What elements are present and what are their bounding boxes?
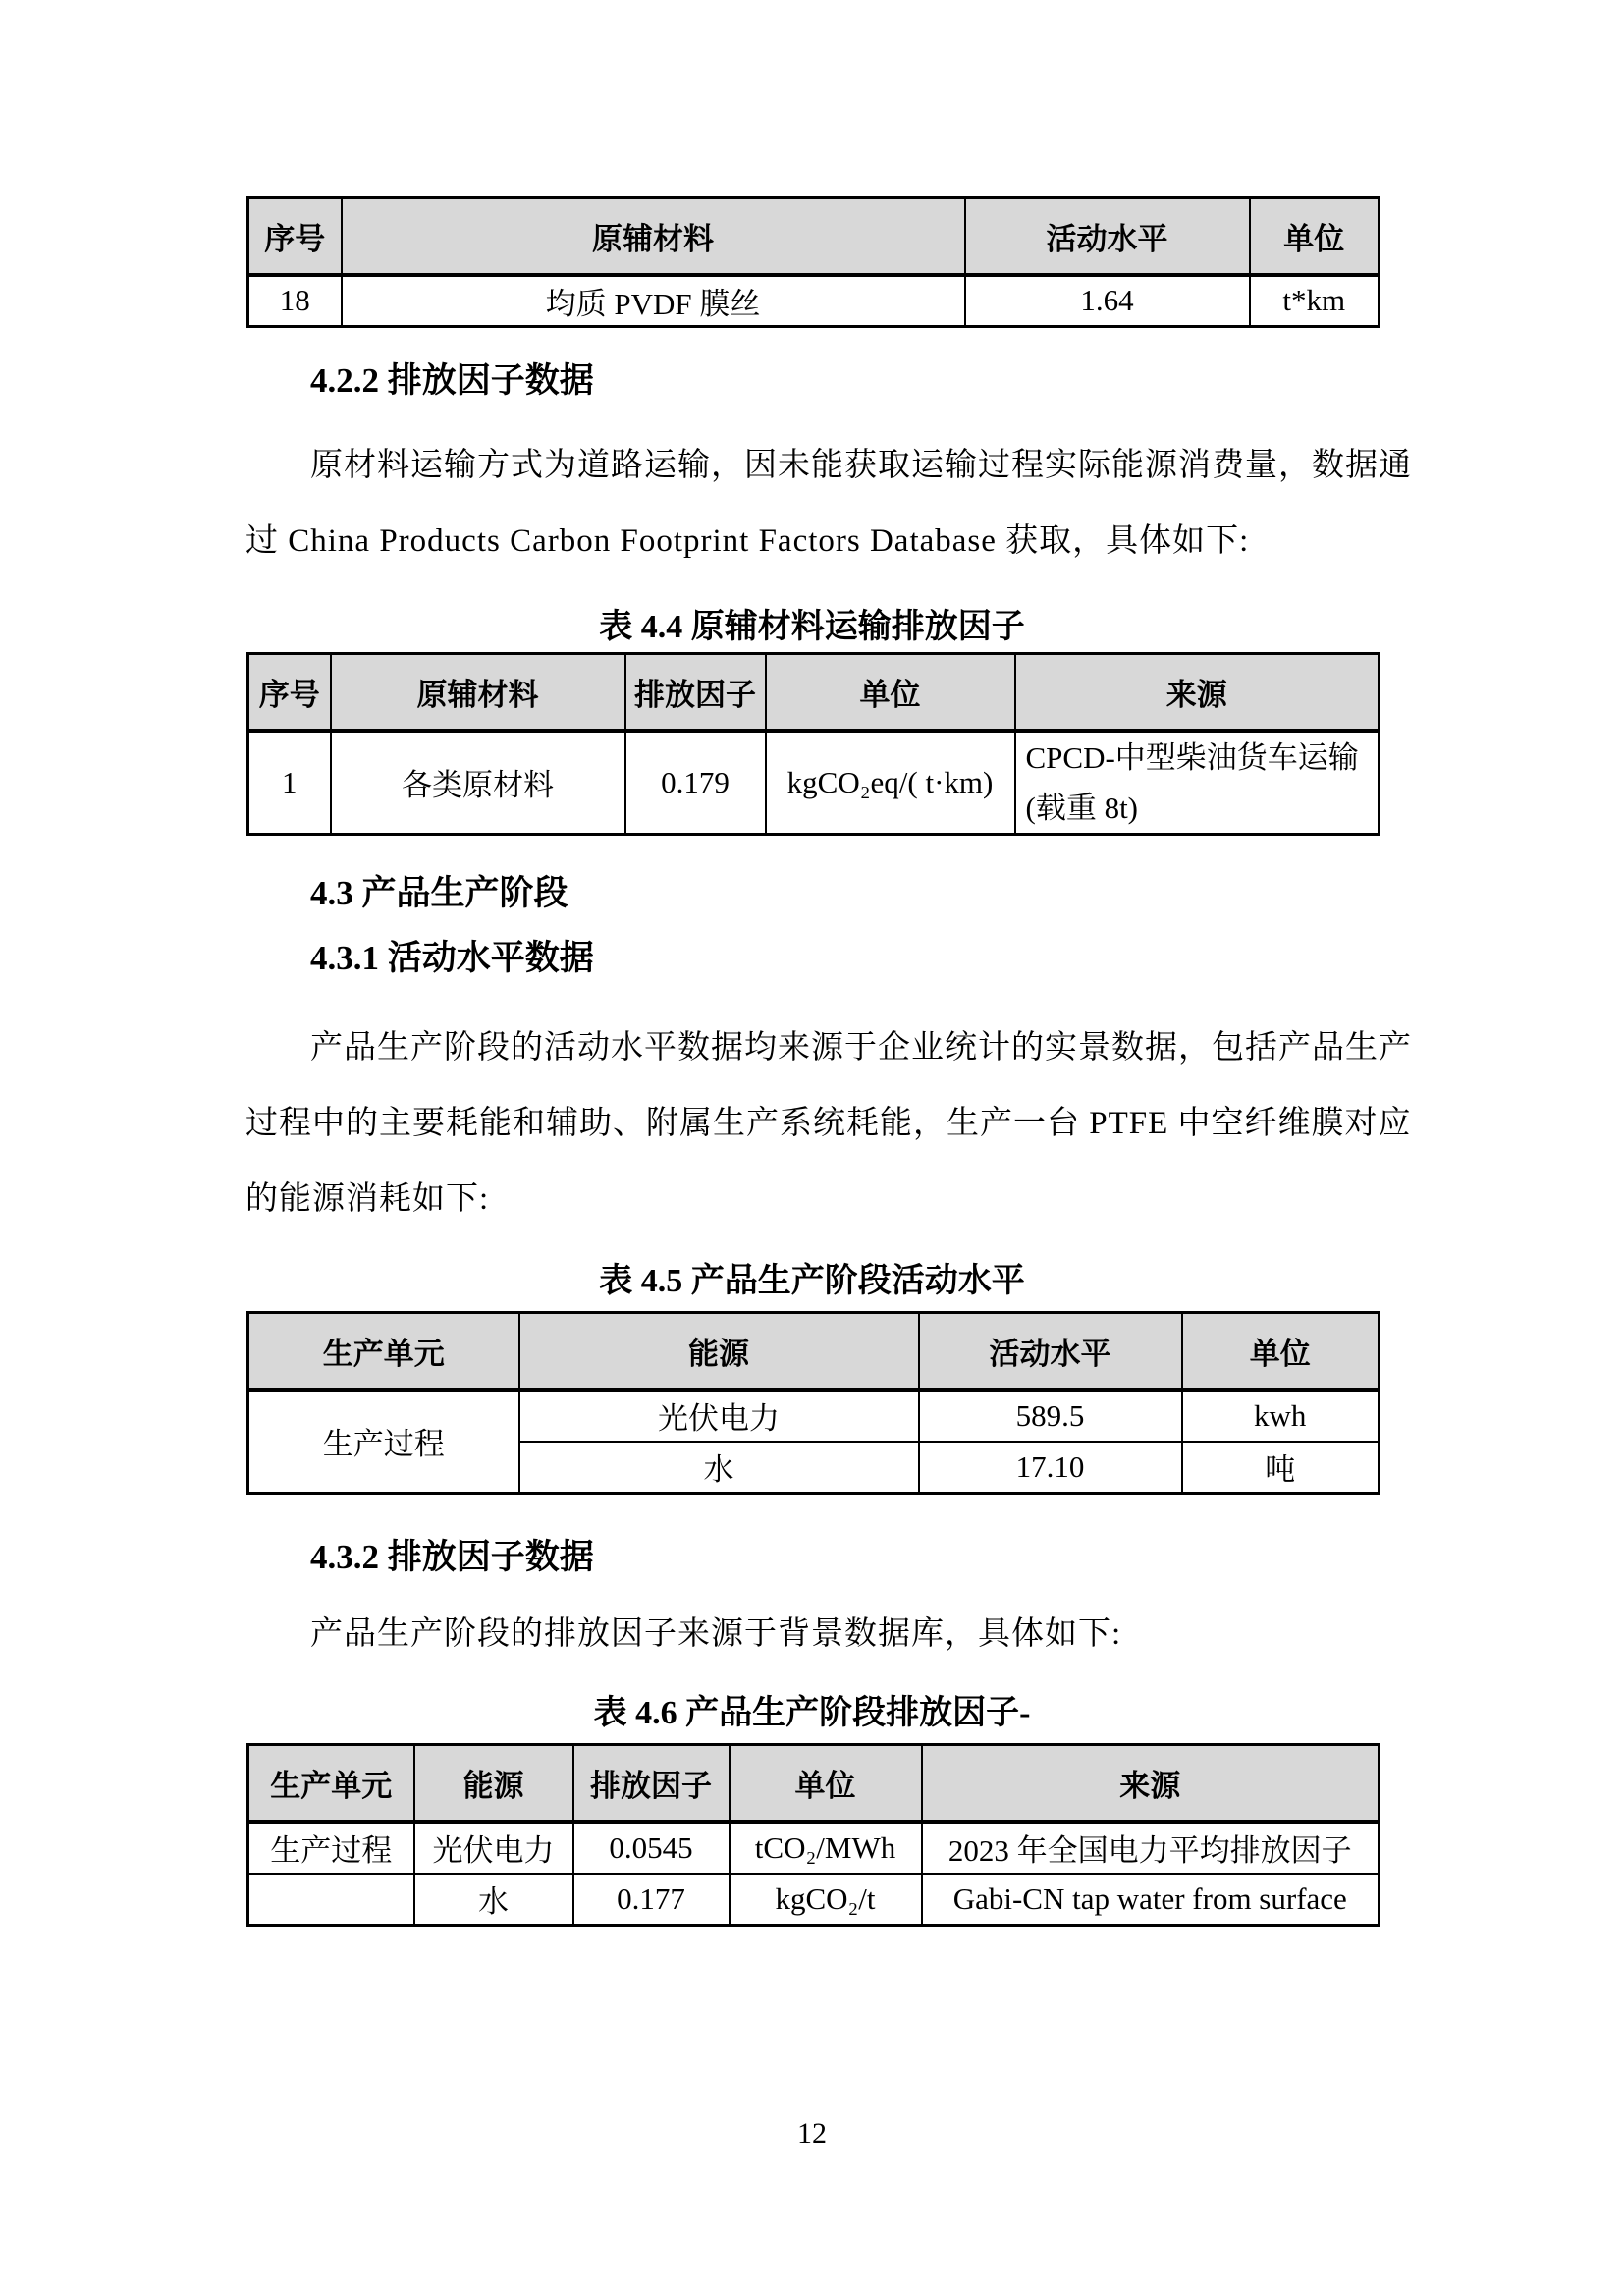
table-cell: kgCO₂/t — [730, 1874, 922, 1926]
paragraph-line: 过 China Products Carbon Footprint Factors Database 获取，具体如下: — [245, 523, 1250, 559]
column-header: 来源 — [1015, 654, 1380, 731]
table-4-4-title: 表 4.4 原辅材料运输排放因子 — [599, 609, 1025, 645]
table-cell: 光伏电力 — [414, 1822, 573, 1874]
table-cell: 水 — [414, 1874, 573, 1926]
paragraph-line: 过程中的主要耗能和辅助、附属生产系统耗能，生产一台 PTFE 中空纤维膜对应 — [245, 1106, 1412, 1141]
table-header-row — [248, 1745, 1380, 1822]
table-production-emission-factors — [246, 1743, 1380, 1927]
table-cell: 1 — [248, 731, 331, 835]
table-row — [248, 731, 1380, 835]
column-header: 活动水平 — [919, 1313, 1182, 1390]
table-cell: 水 — [519, 1442, 919, 1494]
column-header: 序号 — [248, 198, 342, 275]
column-header: 单位 — [730, 1745, 922, 1822]
table-row — [248, 1822, 1380, 1874]
table-4-5-title: 表 4.5 产品生产阶段活动水平 — [599, 1263, 1025, 1299]
section-heading-4-3-2: 4.3.2 排放因子数据 — [310, 1538, 594, 1576]
column-header: 原辅材料 — [342, 198, 965, 275]
column-header: 活动水平 — [965, 198, 1250, 275]
table-4-6-title: 表 4.6 产品生产阶段排放因子- — [593, 1695, 1031, 1731]
table-cell: 17.10 — [919, 1442, 1182, 1494]
table-cell: kgCO₂eq/( t·km) — [766, 731, 1015, 835]
table-row — [248, 275, 1380, 327]
column-header: 能源 — [414, 1745, 573, 1822]
table-cell: 吨 — [1182, 1442, 1380, 1494]
table-cell: 0.177 — [573, 1874, 730, 1926]
paragraph-line: 产品生产阶段的活动水平数据均来源于企业统计的实景数据，包括产品生产 — [310, 1030, 1412, 1066]
table-cell: 2023 年全国电力平均排放因子 — [922, 1822, 1380, 1874]
table-header-row — [248, 654, 1380, 731]
table-raw-materials-activity — [246, 196, 1380, 328]
column-header: 原辅材料 — [331, 654, 625, 731]
table-production-activity-levels — [246, 1311, 1380, 1495]
column-header: 序号 — [248, 654, 331, 731]
table-cell: 生产过程 — [248, 1822, 414, 1874]
table-header-row — [248, 1313, 1380, 1390]
column-header: 单位 — [1250, 198, 1380, 275]
column-header: 生产单元 — [248, 1313, 519, 1390]
section-heading-4-3-1: 4.3.1 活动水平数据 — [310, 939, 594, 977]
column-header: 排放因子 — [573, 1745, 730, 1822]
table-cell: t*km — [1250, 275, 1380, 327]
column-header: 生产单元 — [248, 1745, 414, 1822]
table-row — [248, 1390, 1380, 1442]
column-header: 能源 — [519, 1313, 919, 1390]
table-transport-emission-factors — [246, 652, 1380, 836]
table-header-row — [248, 198, 1380, 275]
table-cell: tCO₂/MWh — [730, 1822, 922, 1874]
table-cell: kwh — [1182, 1390, 1380, 1442]
section-heading-4-3: 4.3 产品生产阶段 — [310, 874, 568, 912]
table-cell-source: CPCD-中型柴油货车运输(载重 8t) — [1015, 731, 1380, 835]
paragraph-line: 产品生产阶段的排放因子来源于背景数据库，具体如下: — [310, 1616, 1122, 1652]
table-cell: 18 — [248, 275, 342, 327]
table-cell: 589.5 — [919, 1390, 1182, 1442]
table-cell: 0.179 — [625, 731, 766, 835]
table-row — [248, 1874, 1380, 1926]
paragraph-line: 原材料运输方式为道路运输，因未能获取运输过程实际能源消费量，数据通 — [310, 448, 1412, 483]
paragraph-line: 的能源消耗如下: — [245, 1181, 490, 1217]
column-header: 排放因子 — [625, 654, 766, 731]
column-header: 单位 — [766, 654, 1015, 731]
page-number: 12 — [797, 2117, 827, 2150]
table-cell-merged-unit: 生产过程 — [248, 1390, 519, 1494]
column-header: 单位 — [1182, 1313, 1380, 1390]
table-cell: 各类原材料 — [331, 731, 625, 835]
table-cell: 1.64 — [965, 275, 1250, 327]
table-cell: 光伏电力 — [519, 1390, 919, 1442]
column-header: 来源 — [922, 1745, 1380, 1822]
table-cell: 均质 PVDF 膜丝 — [342, 275, 965, 327]
table-cell: 0.0545 — [573, 1822, 730, 1874]
table-cell: Gabi-CN tap water from surface — [922, 1874, 1380, 1926]
section-heading-4-2-2: 4.2.2 排放因子数据 — [310, 361, 594, 400]
table-cell-empty — [248, 1874, 414, 1926]
